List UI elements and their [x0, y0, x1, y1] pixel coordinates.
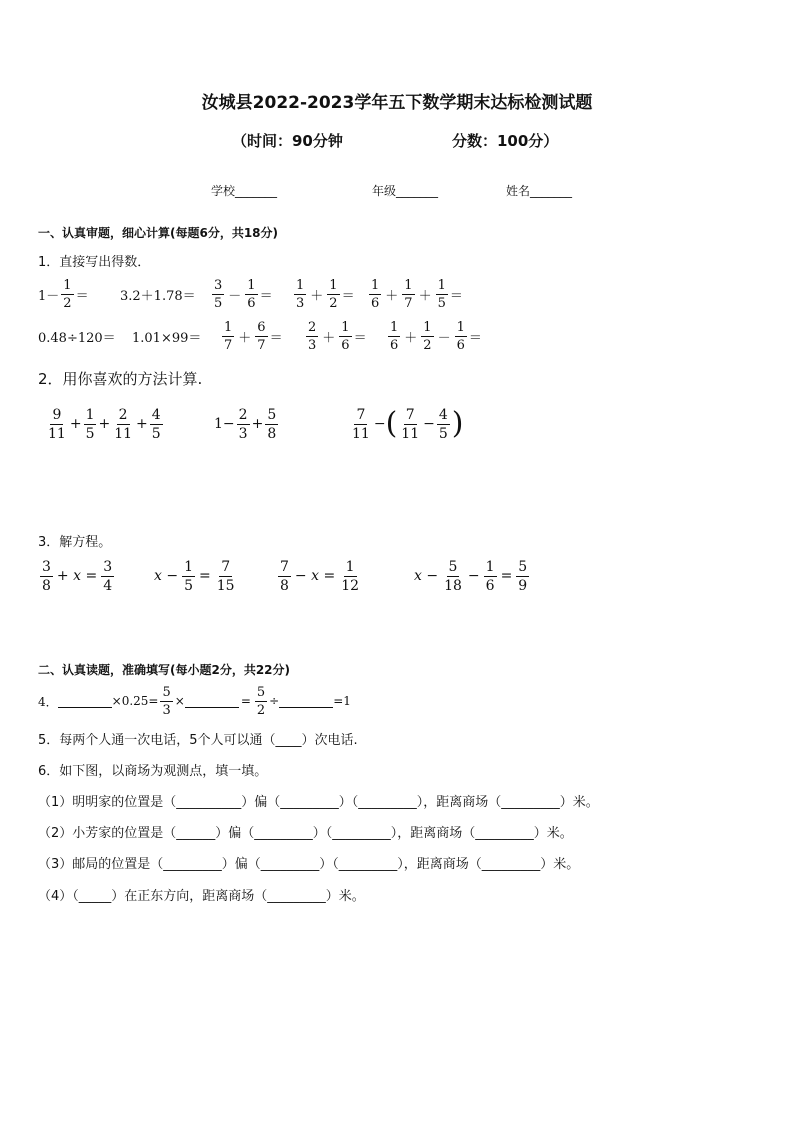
q1-expr-1: 1－ $\frac{1}{2}$ ＝: [38, 277, 89, 311]
answer-blank[interactable]: [185, 695, 239, 708]
q1-expr-5: $\frac{1}{6}$ ＋ $\frac{1}{7}$ ＋ $\frac{1}{5}$ ＝: [371, 277, 463, 311]
q6-line-2: （2）小芳家的位置是（______）偏（_________）（_________），距离商场（_________）米。: [38, 826, 573, 841]
q3-equation-2: x − $\frac{1}{5}$ = $\frac{7}{15}$: [154, 558, 235, 594]
q1-expr-8: $\frac{1}{7}$ ＋ $\frac{6}{7}$ ＝: [224, 319, 283, 353]
q2-label: 2．用你喜欢的方法计算.: [38, 370, 203, 388]
q5-text: 5．每两个人通一次电话，5个人可以通（____）次电话.: [38, 733, 358, 748]
answer-blank[interactable]: [279, 695, 333, 708]
q3-equation-3: $\frac{7}{8}$ − x = $\frac{1}{12}$: [280, 558, 360, 594]
fraction: $\frac{1}{2}$: [63, 277, 72, 311]
q6-line-1: （1）明明家的位置是（__________）偏（_________）（_________），距离商场（_________）米。: [38, 795, 599, 810]
q2-expr-a: $\frac{9}{11}$ + $\frac{1}{5}$ + $\frac{2}{11}$ + $\frac{4}{5}$: [48, 406, 161, 442]
exam-time: （时间：90分钟: [232, 132, 343, 150]
section1-heading: 一、认真审题，细心计算(每题6分，共18分): [38, 226, 279, 240]
page-title: 汝城县2022-2023学年五下数学期末达标检测试题: [201, 93, 593, 113]
q3-label: 3．解方程。: [38, 535, 112, 550]
name-field: 姓名_______: [506, 184, 573, 198]
q6-line-3: （3）邮局的位置是（_________）偏（_________）（_________），距离商场（_________）米。: [38, 857, 580, 872]
q3-equation-1: $\frac{3}{8}$ + x = $\frac{3}{4}$: [42, 558, 113, 594]
q2-expr-c: $\frac{7}{11}$ − ( $\frac{7}{11}$ − $\frac{4}{5}$ ): [352, 406, 464, 442]
q1-expr-10: $\frac{1}{6}$ ＋ $\frac{1}{2}$ － $\frac{1}{6}$ ＝: [390, 319, 482, 353]
grade-field: 年级_______: [372, 184, 439, 198]
q1-expr-9: $\frac{2}{3}$ ＋ $\frac{1}{6}$ ＝: [308, 319, 367, 353]
q4-expression: 4． ×0.25= $\frac{5}{3}$ × = $\frac{5}{2}$ ÷ =1: [38, 684, 351, 718]
q1-label: 1．直接写出得数．: [38, 255, 151, 270]
q3-equation-4: x − $\frac{5}{18}$ − $\frac{1}{6}$ = $\frac{5}{9}$: [414, 558, 528, 594]
q1-expr-2: 3.2＋1.78＝: [120, 288, 196, 304]
q2-expr-b: 1 − $\frac{2}{3}$ + $\frac{5}{8}$: [214, 406, 277, 442]
q1-expr-6: 0.48÷120＝: [38, 330, 116, 346]
q1-expr-7: 1.01×99＝: [132, 330, 202, 346]
exam-score: 分数：100分）: [452, 132, 559, 150]
q1-expr-4: $\frac{1}{3}$ ＋ $\frac{1}{2}$ ＝: [296, 277, 355, 311]
q6-label: 6．如下图，以商场为观测点，填一填。: [38, 764, 268, 779]
q1-expr-3: $\frac{3}{5}$ － $\frac{1}{6}$ ＝: [214, 277, 273, 311]
section2-heading: 二、认真读题，准确填写(每小题2分，共22分): [38, 663, 291, 677]
answer-blank[interactable]: [58, 695, 112, 708]
q6-line-4: （4）（_____）在正东方向，距离商场（_________）米。: [38, 889, 365, 904]
school-field: 学校_______: [211, 184, 278, 198]
